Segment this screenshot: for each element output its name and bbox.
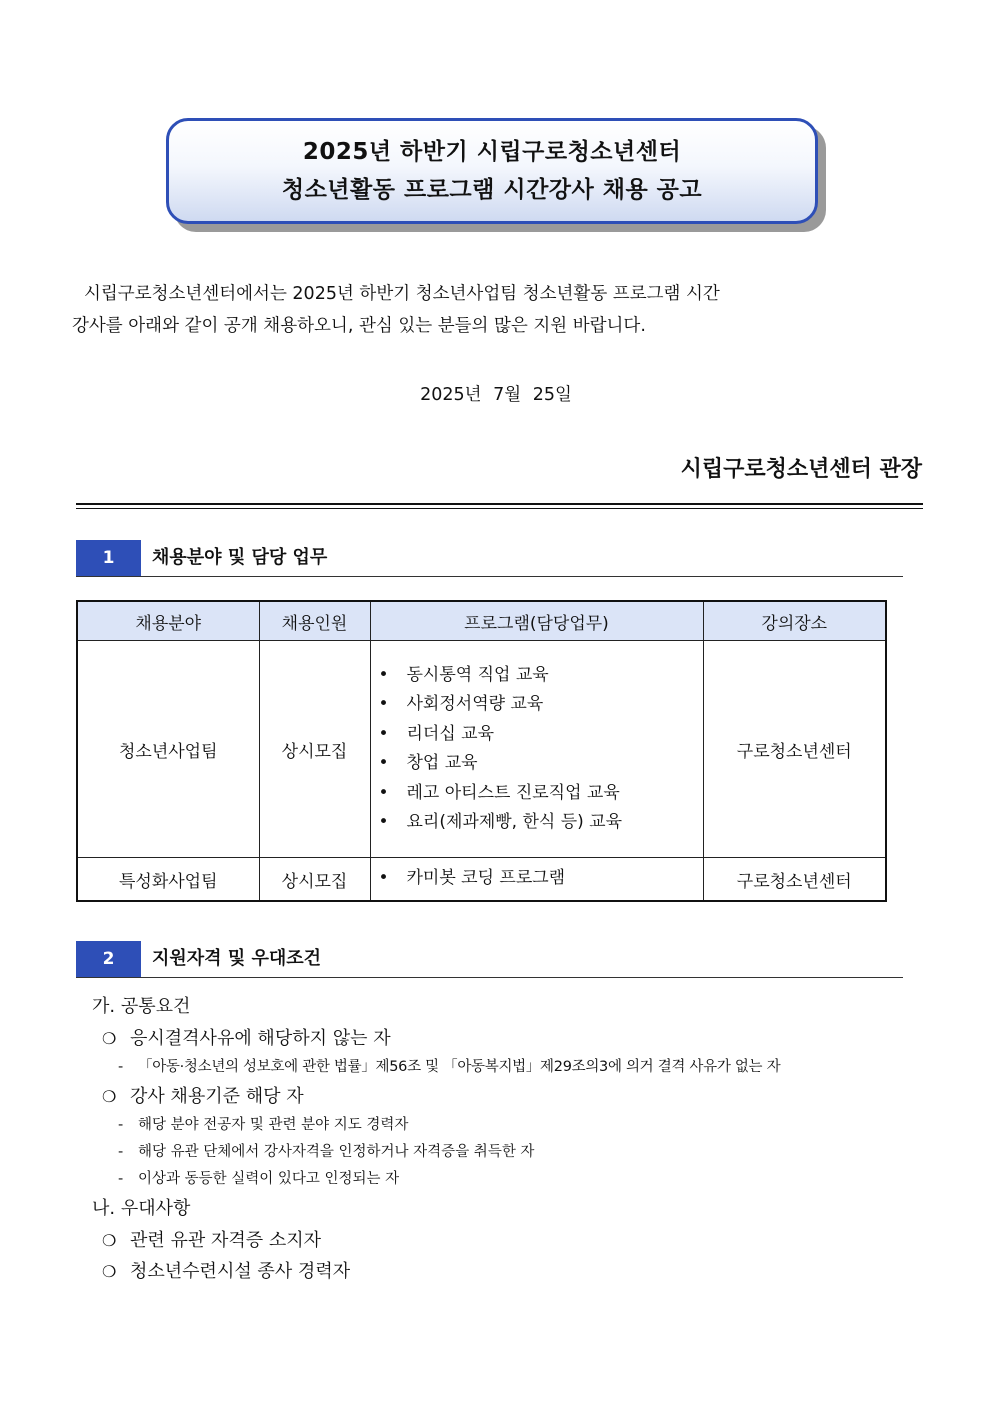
cell-programs	[370, 641, 703, 858]
recruitment-table	[76, 600, 887, 902]
section-2-number: 2	[76, 941, 141, 977]
header-field: 채용분야	[77, 601, 259, 641]
title-box	[166, 118, 818, 224]
intro-paragraph	[72, 278, 922, 342]
section-2-header	[76, 941, 903, 978]
header-location: 강의장소	[703, 601, 886, 641]
cell-location: 구로청소년센터	[703, 858, 886, 902]
requirement-detail: - 이상과 동등한 실력이 있다고 인정되는 자	[92, 1166, 912, 1193]
intro-line-1: 시립구로청소년센터에서는 2025년 하반기 청소년사업팀 청소년활동 프로그램 시간	[84, 284, 720, 304]
intro-line-2: 강사를 아래와 같이 공개 채용하오니, 관심 있는 분들의 많은 지원 바랍니다.	[72, 316, 646, 336]
preference-heading: 나. 우대사항	[92, 1198, 191, 1219]
preference-item: ❍ 관련 유관 자격증 소지자	[92, 1225, 912, 1256]
preference-item: ❍ 청소년수련시설 종사 경력자	[92, 1256, 912, 1287]
title-line-2: 청소년활동 프로그램 시간강사 채용 공고	[281, 177, 703, 203]
section-1-number: 1	[76, 540, 141, 576]
divider-thick	[76, 503, 923, 505]
header-count: 채용인원	[259, 601, 370, 641]
requirement-item: ❍ 응시결격사유에 해당하지 않는 자	[92, 1023, 912, 1054]
divider-thin	[76, 508, 923, 509]
section-1-title: 채용분야 및 담당 업무	[152, 547, 328, 568]
table-row	[77, 858, 886, 902]
announcement-date: 2025년 7월 25일	[420, 385, 572, 405]
list-item: • 창업 교육	[379, 749, 703, 779]
header-program: 프로그램(담당업무)	[370, 601, 703, 641]
requirement-detail: - 해당 분야 전공자 및 관련 분야 지도 경력자	[92, 1112, 912, 1139]
list-item: • 요리(제과제빵, 한식 등) 교육	[379, 808, 703, 838]
requirement-detail: - 「아동·청소년의 성보호에 관한 법률」제56조 및 「아동복지법」제29조의3에 의거 결격 사유가 없는 자	[92, 1054, 912, 1081]
cell-field: 특성화사업팀	[77, 858, 259, 902]
cell-location: 구로청소년센터	[703, 641, 886, 858]
list-item: • 레고 아티스트 진로직업 교육	[379, 779, 703, 809]
qualifications	[92, 991, 912, 1287]
cell-count: 상시모집	[259, 858, 370, 902]
list-item: • 카미봇 코딩 프로그램	[379, 864, 703, 894]
title-line-1: 2025년 하반기 시립구로청소년센터	[302, 139, 682, 165]
list-item: • 리더십 교육	[379, 720, 703, 750]
section-2-title: 지원자격 및 우대조건	[152, 948, 322, 969]
cell-programs	[370, 858, 703, 902]
list-item: • 동시통역 직업 교육	[379, 661, 703, 691]
cell-count: 상시모집	[259, 641, 370, 858]
table-header-row	[77, 601, 886, 641]
table-row	[77, 641, 886, 858]
requirement-item: ❍ 강사 채용기준 해당 자	[92, 1081, 912, 1112]
common-requirements-heading: 가. 공통요건	[92, 996, 191, 1017]
cell-field: 청소년사업팀	[77, 641, 259, 858]
signer: 시립구로청소년센터 관장	[680, 457, 922, 482]
section-1-header	[76, 540, 903, 577]
list-item: • 사회정서역량 교육	[379, 690, 703, 720]
requirement-detail: - 해당 유관 단체에서 강사자격을 인정하거나 자격증을 취득한 자	[92, 1139, 912, 1166]
